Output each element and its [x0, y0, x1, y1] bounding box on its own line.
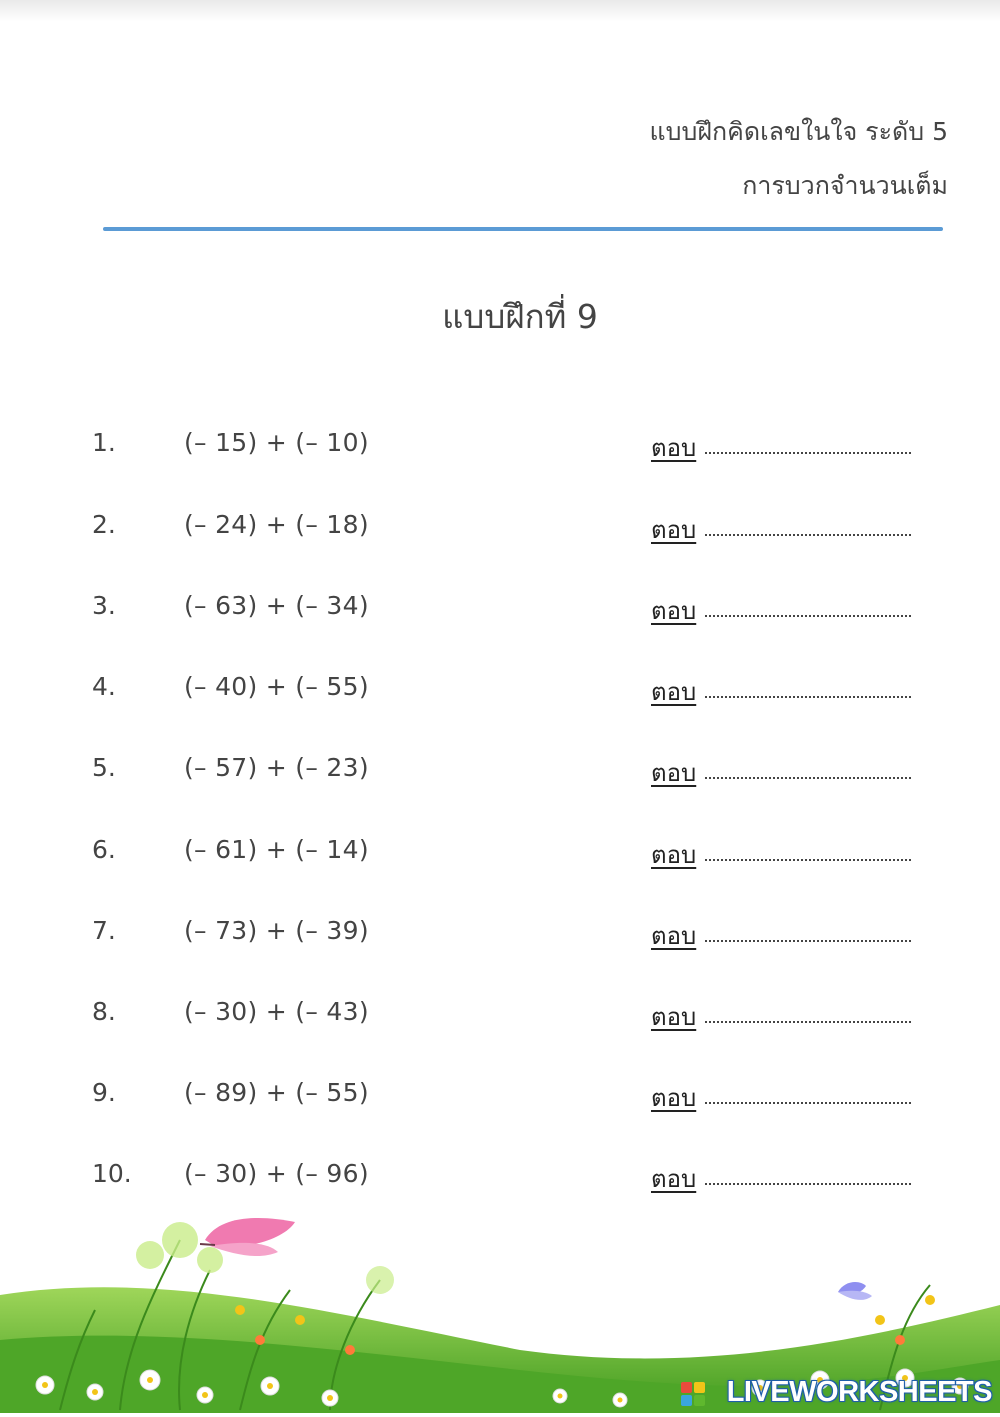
answer-field[interactable] [651, 591, 913, 625]
answer-label: ตอบ [651, 759, 697, 787]
answer-label: ตอบ [651, 922, 697, 950]
problem-number: 3. [92, 591, 116, 620]
answer-blank-line[interactable] [705, 777, 911, 779]
problem-expression: (– 24) + (– 18) [184, 510, 369, 539]
header-level: แบบฝึกคิดเลขในใจ ระดับ 5 [649, 117, 948, 146]
answer-blank-line[interactable] [705, 940, 911, 942]
answer-blank-line[interactable] [705, 1183, 911, 1185]
problem-expression: (– 63) + (– 34) [184, 591, 369, 620]
answer-field[interactable] [651, 672, 913, 706]
answer-field[interactable] [651, 510, 913, 544]
page-top-shadow [0, 0, 1000, 22]
problem-number: 2. [92, 510, 116, 539]
problem-number: 8. [92, 997, 116, 1026]
answer-blank-line[interactable] [705, 452, 911, 454]
answer-blank-line[interactable] [705, 1021, 911, 1023]
problem-row [0, 1078, 1000, 1118]
answer-field[interactable] [651, 1078, 913, 1112]
problem-expression: (– 30) + (– 43) [184, 997, 369, 1026]
answer-label: ตอบ [651, 434, 697, 462]
problem-number: 1. [92, 428, 116, 457]
problem-number: 4. [92, 672, 116, 701]
answer-field[interactable] [651, 997, 913, 1031]
answer-field[interactable] [651, 428, 913, 462]
problem-row [0, 997, 1000, 1037]
brand-watermark: LIVEWORKSHEETS [726, 1376, 992, 1408]
problem-row [0, 1159, 1000, 1199]
problem-row [0, 428, 1000, 468]
problem-expression: (– 15) + (– 10) [184, 428, 369, 457]
meadow-illustration [0, 1200, 1000, 1413]
header-topic: การบวกจำนวนเต็ม [742, 171, 948, 200]
header-divider [103, 227, 943, 231]
problem-number: 7. [92, 916, 116, 945]
answer-label: ตอบ [651, 841, 697, 869]
answer-label: ตอบ [651, 597, 697, 625]
problem-number: 6. [92, 835, 116, 864]
answer-blank-line[interactable] [705, 1102, 911, 1104]
answer-field[interactable] [651, 835, 913, 869]
answer-blank-line[interactable] [705, 696, 911, 698]
answer-label: ตอบ [651, 678, 697, 706]
answer-field[interactable] [651, 1159, 913, 1193]
liveworksheets-logo-icon [680, 1381, 706, 1407]
problem-expression: (– 30) + (– 96) [184, 1159, 369, 1188]
answer-blank-line[interactable] [705, 534, 911, 536]
problem-expression: (– 57) + (– 23) [184, 753, 369, 782]
problem-row [0, 835, 1000, 875]
problem-row [0, 916, 1000, 956]
problem-row [0, 591, 1000, 631]
problem-row [0, 510, 1000, 550]
answer-blank-line[interactable] [705, 615, 911, 617]
answer-blank-line[interactable] [705, 859, 911, 861]
problem-number: 10. [92, 1159, 132, 1188]
problem-expression: (– 73) + (– 39) [184, 916, 369, 945]
problem-row [0, 672, 1000, 712]
problem-expression: (– 61) + (– 14) [184, 835, 369, 864]
answer-label: ตอบ [651, 1003, 697, 1031]
problem-number: 5. [92, 753, 116, 782]
problem-row [0, 753, 1000, 793]
answer-field[interactable] [651, 753, 913, 787]
answer-label: ตอบ [651, 1084, 697, 1112]
problem-expression: (– 89) + (– 55) [184, 1078, 369, 1107]
problem-number: 9. [92, 1078, 116, 1107]
page-title: แบบฝึกที่ 9 [442, 297, 598, 336]
answer-field[interactable] [651, 916, 913, 950]
answer-label: ตอบ [651, 516, 697, 544]
answer-label: ตอบ [651, 1165, 697, 1193]
problem-expression: (– 40) + (– 55) [184, 672, 369, 701]
small-butterfly-icon [838, 1282, 872, 1300]
